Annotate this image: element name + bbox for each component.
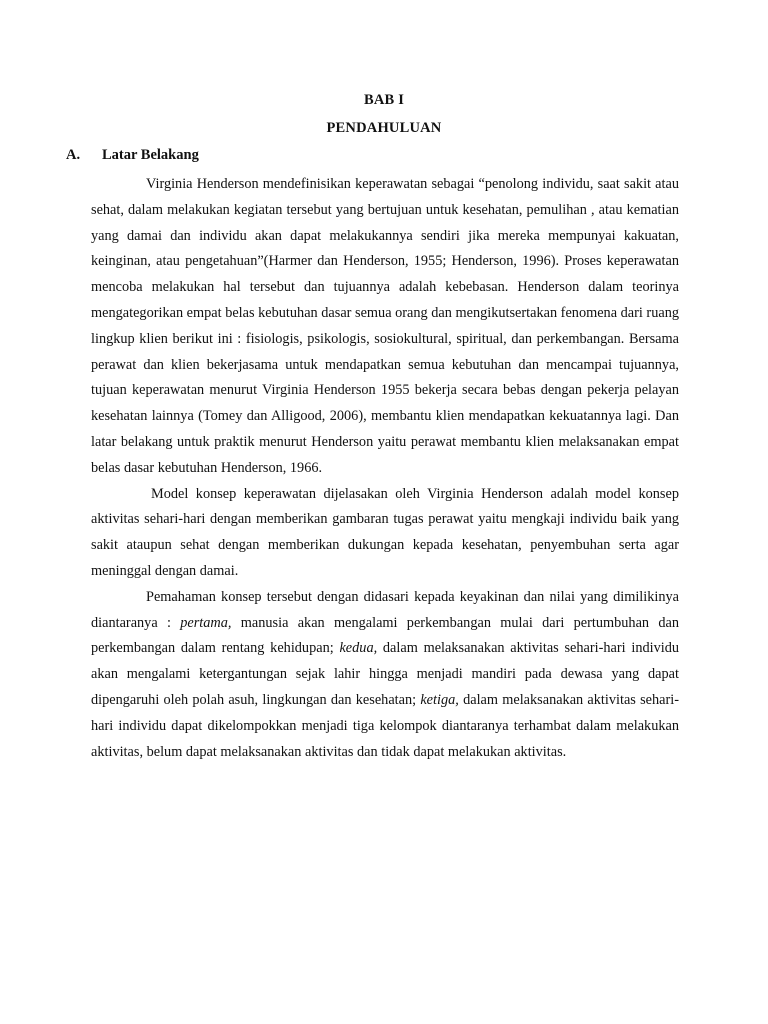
emphasis-kedua: kedua, — [339, 640, 378, 657]
section-title: Latar Belakang — [102, 147, 199, 163]
paragraph-3-text: manusia akan mengalami perkembangan mulai dari pertumbuhan dan perkembangan dalam rentang kehidupan; — [91, 614, 679, 657]
paragraph-1 — [91, 172, 679, 482]
paragraph-3-text: Pemahaman konsep tersebut dengan didasari kepada keyakinan dan nilai yang dimilikinya diantaranya : — [91, 588, 679, 631]
paragraph-2 — [91, 482, 679, 585]
paragraph-1-text: Virginia Henderson mendefinisikan keperawatan sebagai “penolong individu, saat sakit atau sehat, dalam melakukan kegiatan tersebut yang bertujuan untuk kesehatan, pemulihan , atau kematian yang damai dan individu akan dapat melakukannya sendiri jika mereka mempunyai kakuatan, keinginan, atau pengetahuan”(Harmer dan Henderson, 1955; Henderson, 1996). Proses keperawatan mencoba melakukan hal tersebut dan tujuannya adalah kebebasan. Henderson dalam teorinya mengategorikan empat belas kebutuhan dasar semua orang dan mengikutsertakan fenomena dari ruang lingkup klien berikut ini : fisiologis, psikologis, sosiokultural, spiritual, dan perkembangan. Bersama perawat dan klien bekerjasama untuk mendapatkan semua kebutuhan dan mencampai tujuannya, tujuan keperawatan menurut Virginia Henderson 1955 bekerja secara bebas dengan pekerja pelayan kesehatan lainnya (Tomey dan Alligood, 2006), membantu klien mendapatkan kekuatannya lagi. Dan latar belakang untuk praktik menurut Henderson yaitu perawat membantu klien melaksanakan empat belas dasar kebutuhan Henderson, 1966. — [91, 176, 679, 476]
body-text — [91, 172, 679, 765]
paragraph-3-text: dalam melaksanakan aktivitas sehari-hari individu akan mengalami ketergantungan sejak lahir hingga menjadi mandiri pada dewasa yang dapat dipengaruhi oleh polah asuh, lingkungan dan kesehatan; — [91, 640, 680, 708]
chapter-title: PENDAHULUAN — [326, 120, 442, 136]
paragraph-3-text: dalam melaksanakan aktivitas sehari-hari individu dapat dikelompokkan menjadi tiga kelompok diantaranya terhambat dalam melakukan aktivitas, belum dapat melaksanakan aktivitas dan tidak dapat melakukan aktivitas. — [91, 691, 679, 760]
section-number: A. — [66, 147, 81, 163]
paragraph-2-text: Model konsep keperawatan dijelasakan oleh Virginia Henderson adalah model konsep aktivitas sehari-hari dengan memberikan gambaran tugas perawat yaitu mengkaji individu baik yang sakit ataupun sehat dengan memberikan dukungan kepada kesehatan, penyembuhan serta agar meninggal dengan damai. — [91, 485, 679, 579]
emphasis-ketiga: ketiga, — [420, 691, 459, 708]
section-heading — [66, 147, 199, 164]
emphasis-pertama: pertama, — [180, 614, 232, 631]
chapter-label: BAB I — [363, 92, 405, 108]
paragraph-3 — [91, 585, 679, 766]
